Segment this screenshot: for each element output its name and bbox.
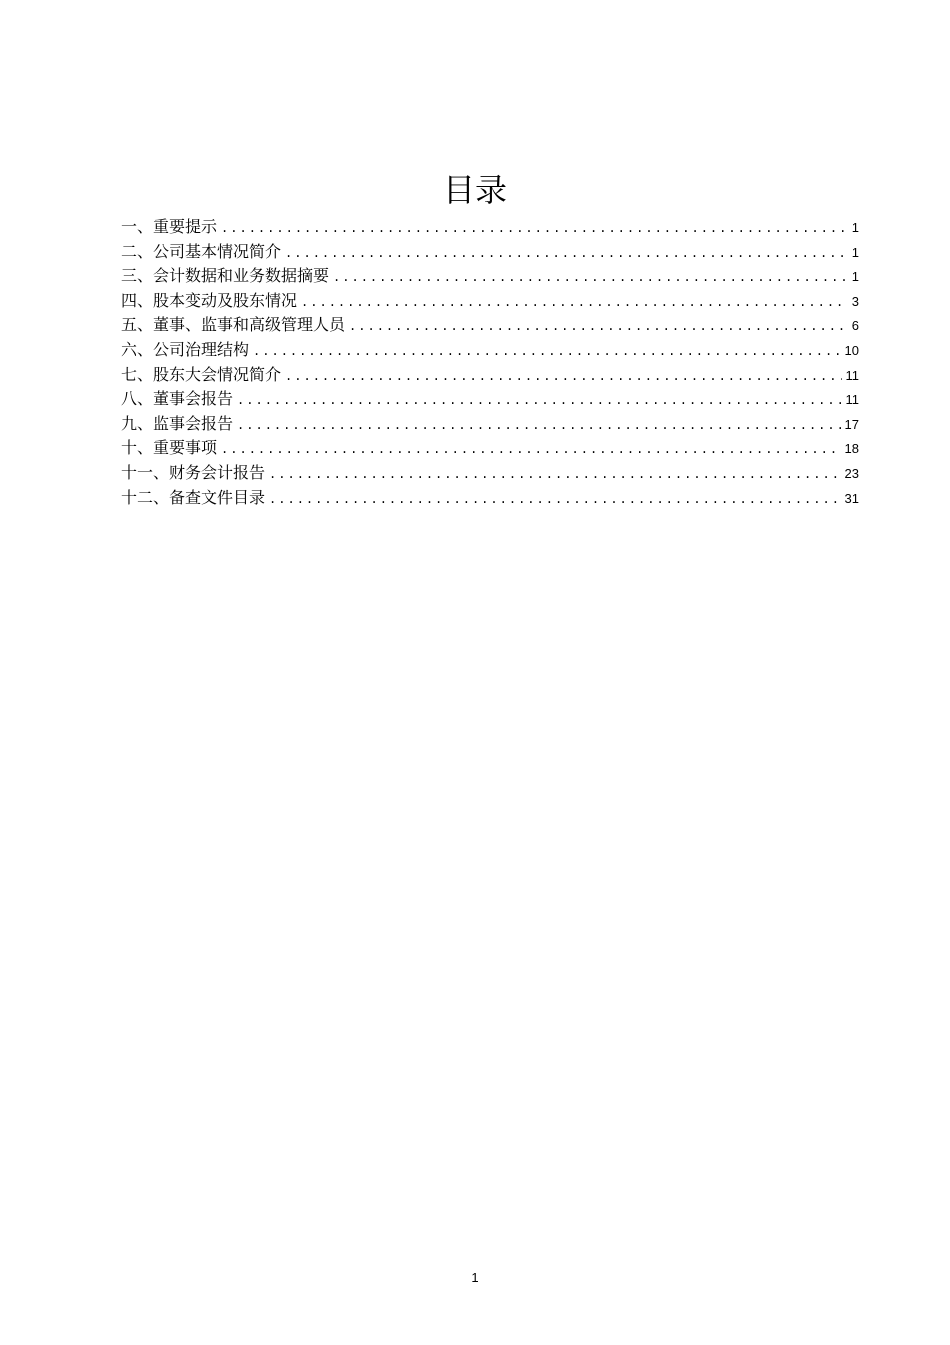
toc-entry-1[interactable]: [121, 215, 859, 240]
toc-entry-page: 3: [851, 293, 859, 309]
toc-entry-label: 七、股东大会情况简介: [121, 364, 282, 384]
toc-entry-label: 六、公司治理结构: [121, 339, 250, 359]
toc-entry-page: 31: [844, 490, 859, 506]
toc-entry-page: 17: [844, 416, 859, 432]
toc-entry-10[interactable]: [121, 436, 859, 461]
toc-entry-label: 一、重要提示: [121, 217, 218, 236]
toc-entry-label: 十一、财务会计报告: [121, 462, 266, 482]
toc-dot-leader: [237, 388, 841, 413]
toc-dot-leader: [285, 241, 848, 266]
toc-dot-leader: [349, 314, 848, 339]
toc-entry-page: 1: [851, 244, 859, 260]
toc-entry-2[interactable]: [121, 240, 859, 265]
toc-dot-leader: [253, 339, 841, 364]
toc-entry-page: 10: [844, 342, 859, 358]
toc-entry-label: 五、董事、监事和高级管理人员: [121, 315, 346, 335]
toc-entry-page: 23: [844, 465, 859, 481]
toc-entry-page: 11: [845, 367, 859, 383]
toc-dot-leader: [269, 487, 841, 512]
toc-dot-leader: [221, 216, 848, 241]
toc-dot-leader: [269, 462, 841, 487]
toc-entry-label: 三、会计数据和业务数据摘要: [121, 266, 330, 286]
toc-entry-label: 十、重要事项: [121, 438, 218, 458]
toc-entry-12[interactable]: [121, 486, 859, 511]
toc-entry-page: 18: [844, 441, 859, 457]
toc-entry-page: 1: [851, 220, 859, 235]
toc-entry-label: 八、董事会报告: [121, 389, 234, 409]
toc-entry-page: 6: [851, 318, 859, 334]
toc-dot-leader: [221, 437, 841, 462]
table-of-contents: [121, 215, 859, 510]
toc-entry-label: 四、股本变动及股东情况: [121, 290, 298, 310]
toc-entry-page: 11: [845, 392, 859, 408]
toc-dot-leader: [333, 265, 848, 290]
toc-entry-3[interactable]: [121, 264, 859, 289]
toc-entry-label: 十二、备查文件目录: [121, 487, 266, 507]
page-title: 目录: [442, 171, 507, 209]
toc-dot-leader: [301, 290, 848, 315]
toc-entry-page: 1: [851, 269, 859, 285]
toc-entry-label: 九、监事会报告: [121, 413, 234, 433]
toc-entry-6[interactable]: [121, 338, 859, 363]
toc-entry-11[interactable]: [121, 461, 859, 486]
toc-entry-7[interactable]: [121, 363, 859, 388]
toc-entry-4[interactable]: [121, 289, 859, 314]
page-number: 1: [471, 1270, 479, 1285]
toc-entry-8[interactable]: [121, 387, 859, 412]
toc-dot-leader: [237, 413, 841, 438]
toc-dot-leader: [285, 364, 841, 389]
toc-entry-9[interactable]: [121, 412, 859, 437]
toc-entry-label: 二、公司基本情况简介: [121, 241, 282, 261]
toc-entry-5[interactable]: [121, 313, 859, 338]
